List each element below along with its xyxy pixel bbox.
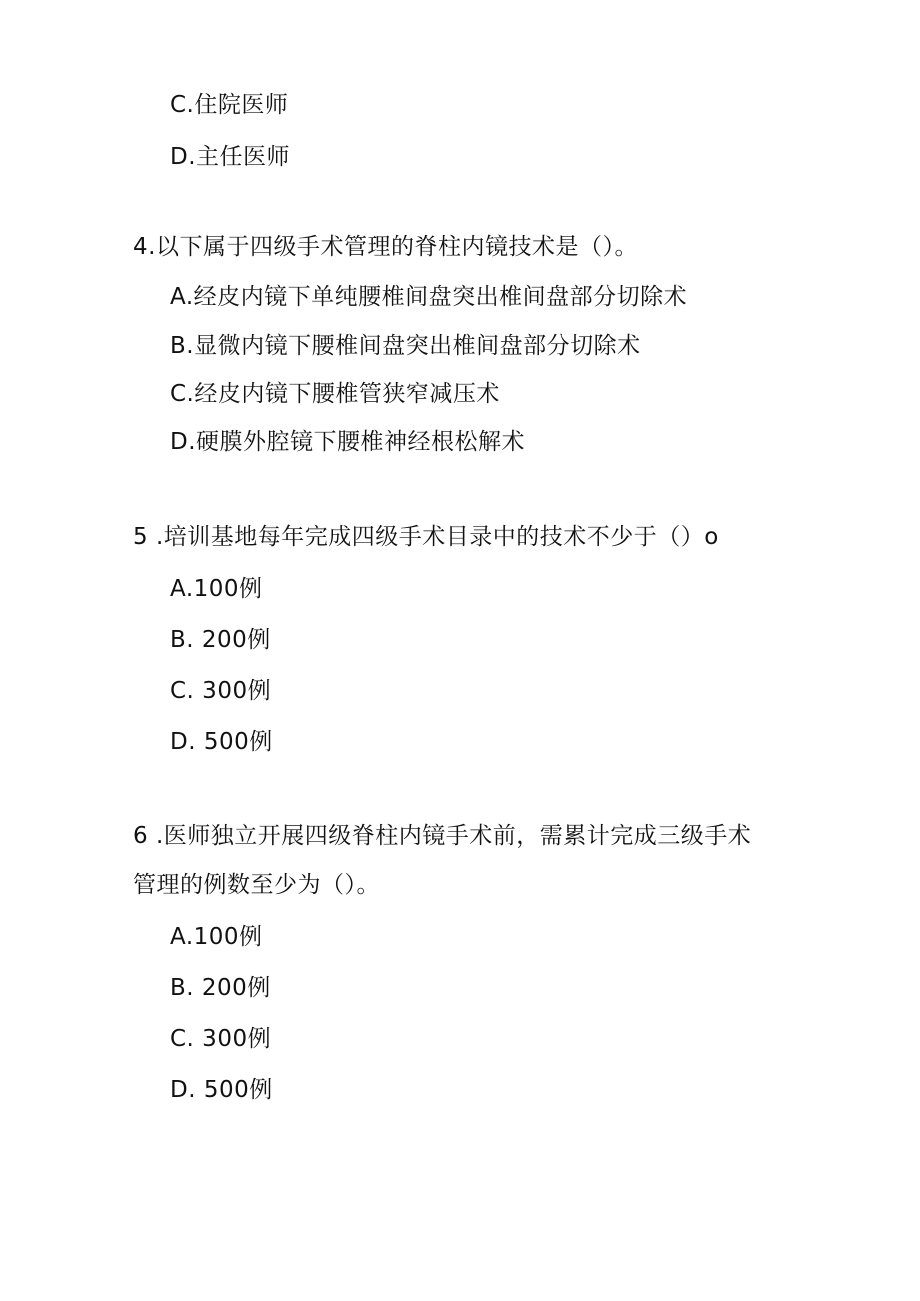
q4-option-c: C.经皮内镜下腰椎管狭窄减压术 [170, 381, 500, 407]
q6-option-b: B. 200例 [170, 975, 271, 1001]
question-5: 5 .培训基地每年完成四级手术目录中的技术不少于（）o [133, 524, 719, 550]
q6-option-c: C. 300例 [170, 1026, 272, 1052]
q5-option-c: C. 300例 [170, 678, 272, 704]
q3-option-c: C.住院医师 [170, 92, 289, 118]
question-6-line-1: 6 .医师独立开展四级脊柱内镜手术前，需累计完成三级手术 [133, 823, 752, 849]
q4-option-d: D.硬膜外腔镜下腰椎神经根松解术 [170, 429, 526, 455]
question-4: 4.以下属于四级手术管理的脊柱内镜技术是（）。 [133, 234, 638, 260]
q3-option-d: D.主任医师 [170, 144, 291, 170]
question-6-line-2: 管理的例数至少为（）。 [133, 872, 380, 898]
q6-option-d: D. 500例 [170, 1077, 273, 1103]
q5-option-d: D. 500例 [170, 729, 273, 755]
q4-option-a: A.经皮内镜下单纯腰椎间盘突出椎间盘部分切除术 [170, 284, 688, 310]
q6-option-a: A.100例 [170, 924, 263, 950]
q4-option-b: B.显微内镜下腰椎间盘突出椎间盘部分切除术 [170, 333, 641, 359]
q5-option-b: B. 200例 [170, 627, 271, 653]
q5-option-a: A.100例 [170, 576, 263, 602]
